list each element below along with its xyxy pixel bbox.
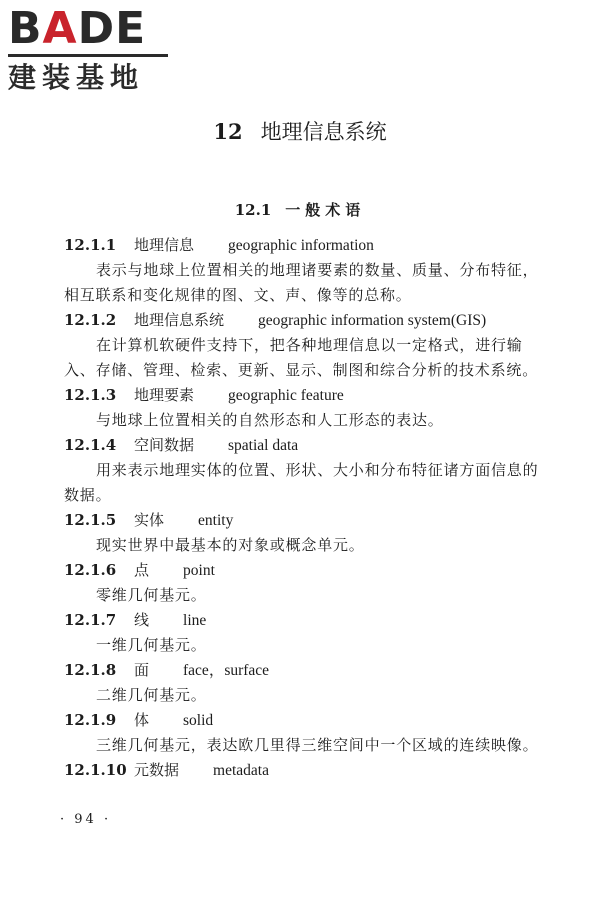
- watermark-subtitle: 建装基地: [8, 61, 145, 94]
- term-number: 12.1.4: [64, 436, 117, 454]
- term-zh: 元数据: [134, 761, 180, 779]
- watermark-logo: [8, 4, 178, 95]
- term-zh: 地理信息系统: [134, 311, 225, 329]
- term-entry: [64, 383, 554, 433]
- term-entry: [64, 758, 554, 783]
- term-en: face，surface: [183, 662, 270, 679]
- term-zh: 线: [134, 611, 150, 629]
- term-number: 12.1.8: [64, 661, 117, 679]
- term-header: [64, 433, 554, 458]
- term-zh: 地理信息: [134, 236, 195, 254]
- term-entry: [64, 308, 554, 383]
- term-number: 12.1.5: [64, 511, 117, 529]
- chapter-heading: [0, 114, 600, 150]
- term-zh: 点: [134, 561, 150, 579]
- term-header: [64, 308, 554, 333]
- term-en: spatial data: [228, 437, 299, 454]
- term-header: [64, 383, 554, 408]
- term-en: geographic information system(GIS): [258, 312, 487, 329]
- term-en: entity: [198, 512, 234, 529]
- term-entry: [64, 608, 554, 658]
- term-zh: 地理要素: [134, 386, 195, 404]
- term-definition: 在计算机软硬件支持下，把各种地理信息以一定格式，进行输入、存储、管理、检索、更新、显示、制图和综合分析的技术系统。: [64, 336, 539, 379]
- term-zh: 实体: [134, 511, 165, 529]
- term-definition: 二维几何基元。: [96, 686, 207, 704]
- term-definition: 现实世界中最基本的对象或概念单元。: [96, 536, 365, 554]
- term-number: 12.1.9: [64, 711, 117, 729]
- term-entry: [64, 558, 554, 608]
- term-definition: 与地球上位置相关的自然形态和人工形态的表达。: [96, 411, 444, 429]
- term-definition: 三维几何基元，表达欧几里得三维空间中一个区域的连续映像。: [96, 736, 539, 754]
- term-number: 12.1.2: [64, 311, 117, 329]
- section-title: 一般术语: [285, 201, 366, 219]
- term-entry: [64, 233, 554, 308]
- section-number: 12.1: [234, 201, 272, 219]
- watermark-brand: BADE: [8, 3, 147, 54]
- term-definition: 一维几何基元。: [96, 636, 207, 654]
- section-heading: [0, 198, 600, 222]
- term-zh: 体: [134, 711, 150, 729]
- term-en: solid: [183, 712, 214, 729]
- term-header: [64, 508, 554, 533]
- term-en: geographic information: [228, 237, 374, 254]
- term-entry: [64, 508, 554, 558]
- term-entry: [64, 433, 554, 508]
- term-definition: 零维几何基元。: [96, 586, 207, 604]
- chapter-title: 地理信息系统: [260, 120, 387, 144]
- term-number: 12.1.10: [64, 761, 127, 779]
- term-number: 12.1.7: [64, 611, 117, 629]
- term-header: [64, 758, 554, 783]
- term-number: 12.1.1: [64, 236, 117, 254]
- term-number: 12.1.6: [64, 561, 117, 579]
- term-zh: 面: [134, 661, 150, 679]
- term-entry: [64, 658, 554, 708]
- chapter-number: 12: [213, 119, 243, 144]
- term-header: [64, 658, 554, 683]
- term-en: geographic feature: [228, 387, 344, 404]
- term-list: [64, 233, 554, 783]
- term-header: [64, 708, 554, 733]
- term-definition: 用来表示地理实体的位置、形状、大小和分布特征诸方面信息的数据。: [64, 461, 539, 504]
- page-number: · 94 ·: [60, 812, 112, 827]
- term-en: metadata: [213, 762, 269, 779]
- term-number: 12.1.3: [64, 386, 117, 404]
- term-zh: 空间数据: [134, 436, 195, 454]
- term-header: [64, 558, 554, 583]
- term-definition: 表示与地球上位置相关的地理诸要素的数量、质量、分布特征，相互联系和变化规律的图、文、声、像等的总称。: [64, 261, 539, 304]
- term-header: [64, 233, 554, 258]
- term-header: [64, 608, 554, 633]
- term-en: point: [183, 562, 215, 579]
- watermark-rule: [8, 54, 168, 57]
- term-en: line: [183, 612, 207, 629]
- term-entry: [64, 708, 554, 758]
